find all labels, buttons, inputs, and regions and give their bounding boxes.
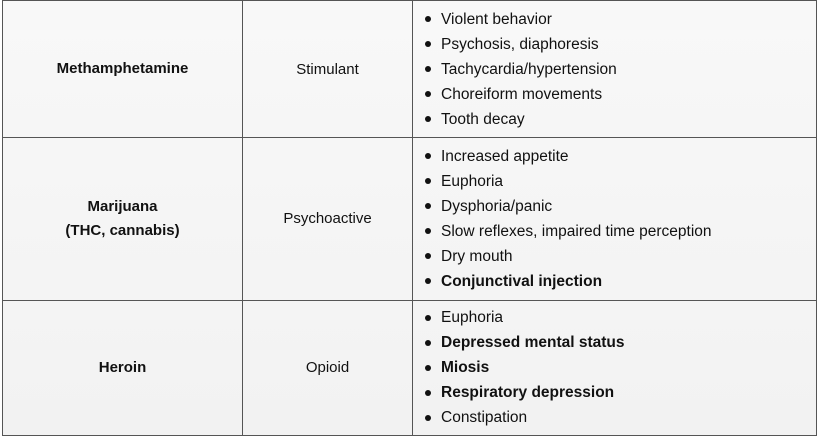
drug-category-cell <box>243 300 413 435</box>
bullet-icon <box>425 203 431 209</box>
table-row <box>3 138 817 300</box>
effect-text: Respiratory depression <box>441 384 615 402</box>
bullet-icon <box>425 315 431 321</box>
bullet-icon <box>425 153 431 159</box>
bullet-icon <box>425 415 431 421</box>
effect-item <box>422 144 816 169</box>
drug-category-cell <box>243 138 413 300</box>
drug-name: Heroin <box>98 358 147 376</box>
effects-list <box>413 7 816 132</box>
effect-item <box>422 194 816 219</box>
effects-cell <box>413 138 817 300</box>
effect-text: Constipation <box>441 409 528 427</box>
effect-text: Psychosis, diaphoresis <box>441 35 599 53</box>
bullet-icon <box>425 66 431 72</box>
bullet-icon <box>425 340 431 346</box>
bullet-icon <box>425 41 431 47</box>
bullet-icon <box>425 16 431 22</box>
effects-list <box>413 305 816 430</box>
effects-cell <box>413 1 817 138</box>
effect-item <box>422 269 816 294</box>
bullet-icon <box>425 91 431 97</box>
effect-item <box>422 219 816 244</box>
drug-category-cell <box>243 1 413 138</box>
effect-text: Choreiform movements <box>441 85 603 103</box>
effects-list <box>413 144 816 294</box>
effect-item <box>422 305 816 330</box>
drug-name-aliases: (THC, cannabis) <box>65 221 180 239</box>
effect-item <box>422 244 816 269</box>
effect-item <box>422 405 816 430</box>
effect-item <box>422 57 816 82</box>
drug-category: Psychoactive <box>283 210 372 228</box>
effect-text: Depressed mental status <box>441 334 625 352</box>
effect-text: Miosis <box>441 359 490 377</box>
table-row <box>3 300 817 435</box>
drug-name-cell <box>3 138 243 300</box>
bullet-icon <box>425 278 431 284</box>
effects-cell <box>413 300 817 435</box>
drug-effects-table <box>2 0 817 436</box>
effect-item <box>422 7 816 32</box>
effect-item <box>422 169 816 194</box>
effect-item <box>422 380 816 405</box>
effect-text: Conjunctival injection <box>441 272 603 290</box>
effect-item <box>422 82 816 107</box>
effect-item <box>422 32 816 57</box>
bullet-icon <box>425 116 431 122</box>
effect-text: Tachycardia/hypertension <box>441 60 617 78</box>
effect-text: Euphoria <box>441 309 504 327</box>
effect-item <box>422 107 816 132</box>
bullet-icon <box>425 228 431 234</box>
drug-category: Stimulant <box>296 60 359 78</box>
drug-name-cell <box>3 300 243 435</box>
effect-text: Dry mouth <box>441 247 513 265</box>
bullet-icon <box>425 390 431 396</box>
effect-text: Tooth decay <box>441 110 525 128</box>
drug-name: Methamphetamine <box>56 60 189 78</box>
effect-item <box>422 330 816 355</box>
effect-text: Dysphoria/panic <box>441 197 553 215</box>
table-row <box>3 1 817 138</box>
drug-name: Marijuana <box>87 197 158 215</box>
drug-name-cell <box>3 1 243 138</box>
effect-text: Increased appetite <box>441 147 569 165</box>
drug-category: Opioid <box>305 359 350 377</box>
effect-text: Violent behavior <box>441 10 552 28</box>
bullet-icon <box>425 365 431 371</box>
effect-text: Slow reflexes, impaired time perception <box>441 222 712 240</box>
bullet-icon <box>425 178 431 184</box>
bullet-icon <box>425 253 431 259</box>
effect-item <box>422 355 816 380</box>
effect-text: Euphoria <box>441 172 504 190</box>
